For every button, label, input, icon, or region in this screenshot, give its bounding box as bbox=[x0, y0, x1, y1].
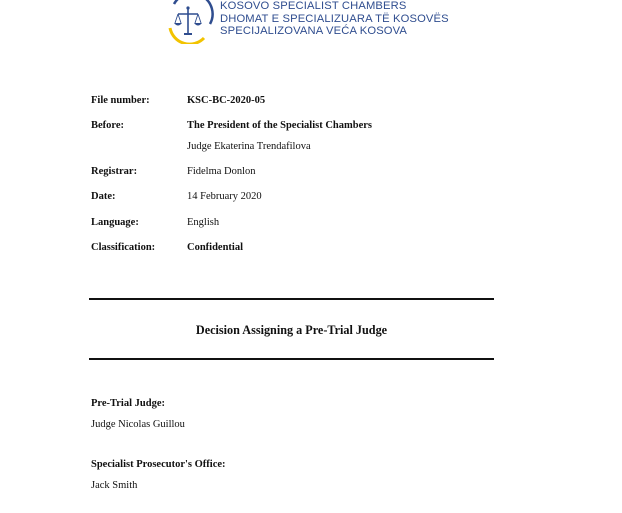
file-number-row bbox=[91, 95, 266, 106]
date-value: 14 February 2020 bbox=[187, 191, 262, 202]
prosecutor-heading: Specialist Prosecutor's Office: bbox=[91, 459, 226, 470]
language-value: English bbox=[187, 217, 220, 228]
title-top-rule bbox=[89, 298, 494, 300]
before-value-judge: Judge Ekaterina Trendafilova bbox=[187, 141, 311, 152]
scales-of-justice-icon bbox=[164, 0, 216, 44]
language-row bbox=[91, 217, 220, 228]
title-bottom-rule bbox=[89, 358, 494, 360]
pre-trial-judge-name: Judge Nicolas Guillou bbox=[91, 419, 185, 430]
before-label: Before: bbox=[91, 120, 125, 131]
letterhead-line-sr: SPECIJALIZOVANA VEĆA KOSOVA bbox=[220, 25, 408, 38]
classification-value: Confidential bbox=[187, 242, 244, 253]
file-number-value: KSC-BC-2020-05 bbox=[187, 95, 266, 106]
registrar-label: Registrar: bbox=[91, 166, 138, 177]
letterhead-logo bbox=[164, 0, 449, 44]
file-number-label: File number: bbox=[91, 95, 150, 106]
registrar-value: Fidelma Donlon bbox=[187, 166, 256, 177]
letterhead-line-en: KOSOVO SPECIALIST CHAMBERS bbox=[220, 0, 407, 12]
pre-trial-judge-heading: Pre-Trial Judge: bbox=[91, 398, 165, 409]
document-title: Decision Assigning a Pre-Trial Judge bbox=[195, 323, 388, 337]
before-value-president: The President of the Specialist Chambers bbox=[187, 120, 373, 131]
classification-label: Classification: bbox=[91, 242, 156, 253]
classification-row bbox=[91, 242, 244, 253]
language-label: Language: bbox=[91, 217, 139, 228]
letterhead-line-sq: DHOMAT E SPECIALIZUARA TË KOSOVËS bbox=[220, 12, 449, 25]
date-row bbox=[91, 191, 262, 202]
date-label: Date: bbox=[91, 191, 116, 202]
prosecutor-name: Jack Smith bbox=[91, 480, 138, 491]
registrar-row bbox=[91, 166, 256, 177]
letterhead-text bbox=[220, 0, 449, 38]
before-row bbox=[91, 120, 373, 131]
